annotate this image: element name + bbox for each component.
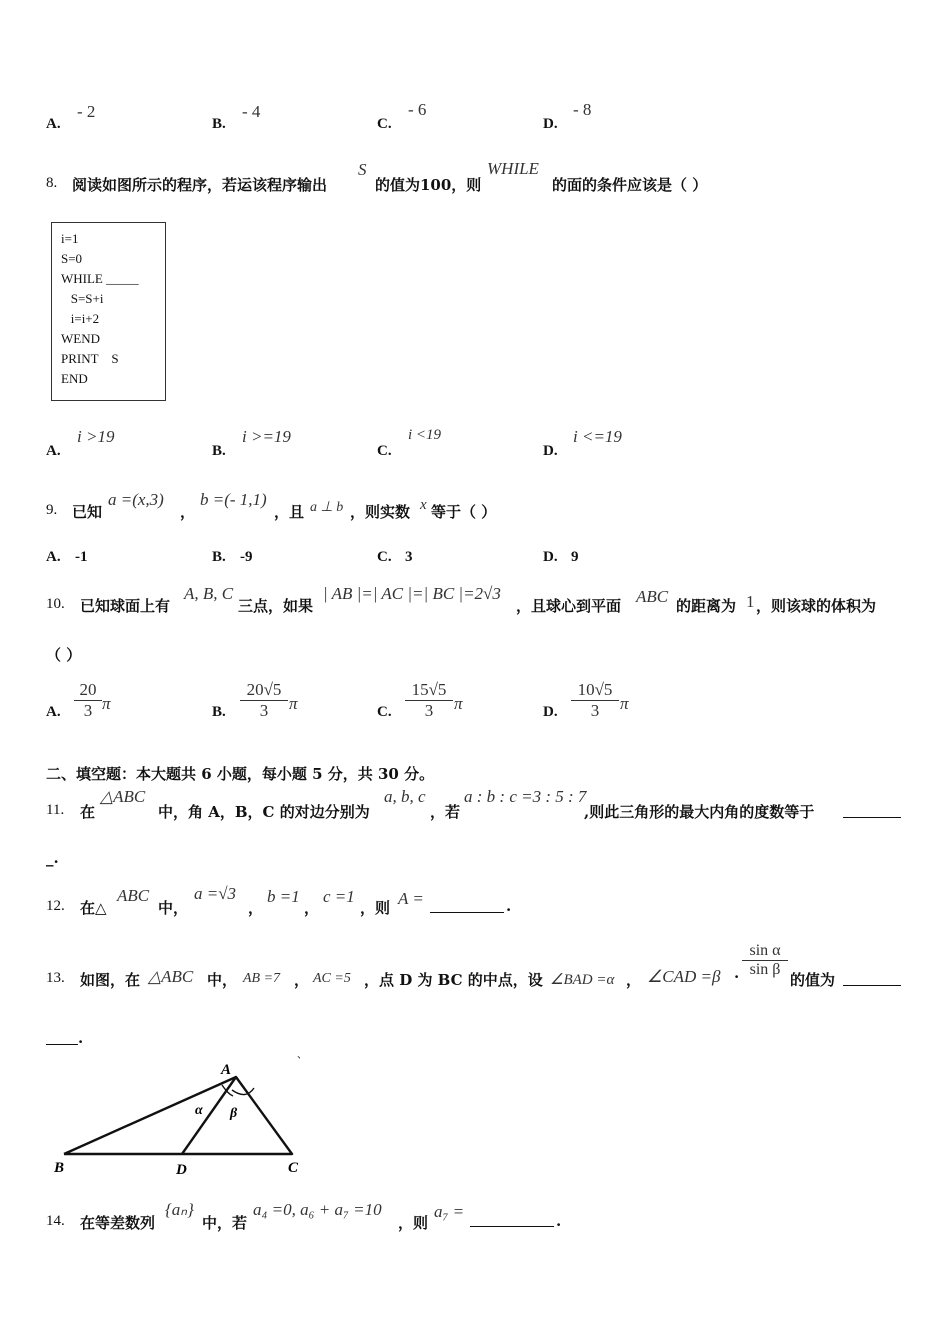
- q7-option-a-label: A.: [46, 116, 61, 132]
- q10-option-b-label: B.: [212, 704, 226, 720]
- q10-option-d-label: D.: [543, 704, 558, 720]
- q10-option-b-numerator: 20√5: [246, 680, 282, 699]
- q13-sine-numerator: sin α: [749, 942, 781, 959]
- q9-text-3: ，则实数: [350, 503, 411, 521]
- q10-option-d-fraction: [571, 680, 619, 721]
- q10-option-c-numerator: 15√5: [411, 680, 447, 699]
- beta-label: β: [230, 1106, 238, 1121]
- q13-triangle: △ABC: [148, 967, 194, 986]
- q12-triangle: ABC: [117, 886, 150, 905]
- q9-vector-b: b =(- 1,1): [200, 490, 267, 509]
- q9-option-c-value: 3: [405, 549, 413, 565]
- q11-answer-blank[interactable]: [843, 803, 901, 818]
- code-line: S=0: [61, 251, 83, 266]
- q10-option-a-denominator: 3: [74, 700, 102, 721]
- q9-option-b-label: B.: [212, 549, 226, 565]
- code-line: S=S+i: [61, 291, 104, 306]
- q7-option-c-value: - 6: [408, 100, 427, 119]
- q8-var-while: WHILE: [487, 159, 539, 178]
- q14-answer-blank[interactable]: [470, 1212, 554, 1227]
- q7-option-d-value: - 8: [573, 100, 592, 119]
- q7-option-b-label: B.: [212, 116, 226, 132]
- q8-option-b-label: B.: [212, 443, 226, 459]
- q10-text-5: ，则该球的体积为: [756, 597, 877, 615]
- q12-side-a: a =√3: [194, 884, 237, 903]
- q10-option-a-label: A.: [46, 704, 61, 720]
- q14-condition: a₄ =0, a₆ + a₇ =10: [253, 1200, 382, 1219]
- q9-comma: ，: [180, 503, 196, 521]
- q8-option-b-value: i >=19: [242, 427, 291, 446]
- q11-text-3: ，若: [430, 803, 461, 821]
- q7-option-a-value: - 2: [77, 102, 96, 121]
- q11-triangle: △ABC: [100, 787, 146, 806]
- q10-text-2: 三点，如果: [238, 597, 314, 615]
- q9-option-a-label: A.: [46, 549, 61, 565]
- q11-text-4: ,则此三角形的最大内角的度数等于: [584, 803, 815, 821]
- q13-answer-blank[interactable]: [843, 971, 901, 986]
- q10-option-d-pi: π: [620, 694, 629, 713]
- q14-sequence: {aₙ}: [165, 1200, 194, 1219]
- q9-vector-a: a =(x,3): [108, 490, 164, 509]
- q8-option-d-label: D.: [543, 443, 558, 459]
- q7-option-d-label: D.: [543, 116, 558, 132]
- q10-plane: ABC: [636, 587, 669, 606]
- q10-distance: 1: [746, 592, 755, 611]
- vertex-c-label: C: [288, 1160, 299, 1176]
- q8-option-c-value: i <19: [408, 427, 442, 443]
- figure-mark: 、: [297, 1050, 307, 1061]
- code-line: PRINT S: [61, 351, 119, 366]
- q12-answer-prefix: A =: [398, 889, 424, 908]
- q8-var-s: S: [358, 160, 367, 179]
- q8-option-a-label: A.: [46, 443, 61, 459]
- q8-text-2: 的值为100，则: [375, 176, 482, 194]
- code-line: i=1: [61, 231, 79, 246]
- triangle-abc: [64, 1077, 292, 1154]
- q8-option-d-value: i <=19: [573, 427, 622, 446]
- vertex-a-label: A: [221, 1062, 232, 1078]
- q13-text-4: 的值为: [790, 971, 836, 989]
- q7-option-b-value: - 4: [242, 102, 261, 121]
- q13-angle-bad: ∠BAD =α: [550, 972, 615, 988]
- q9-number: 9.: [46, 502, 58, 518]
- q12-comma-2: ，: [304, 899, 320, 917]
- code-line: END: [61, 371, 88, 386]
- q11-number: 11.: [46, 802, 65, 818]
- q10-option-a-pi: π: [102, 694, 111, 713]
- q14-end: .: [556, 1212, 562, 1230]
- q10-option-b-fraction: [240, 680, 288, 721]
- q10-option-c-pi: π: [454, 694, 463, 713]
- q13-comma-2: ，: [626, 971, 642, 989]
- q10-number: 10.: [46, 596, 65, 612]
- q7-option-c-label: C.: [377, 116, 392, 132]
- q9-text-2: ，且: [274, 503, 305, 521]
- q14-text-2: 中，若: [202, 1214, 248, 1232]
- q13-angle-cad: ∠CAD =β: [647, 967, 721, 986]
- q10-option-a-numerator: 20: [79, 680, 97, 699]
- q12-text-1: 在△: [80, 899, 107, 917]
- q13-text-2: 中，: [207, 971, 238, 989]
- point-d-label: D: [176, 1162, 187, 1178]
- q13-text-1: 如图，在: [80, 971, 141, 989]
- q8-number: 8.: [46, 175, 58, 191]
- angle-beta-arc: [232, 1088, 254, 1095]
- q10-option-c-label: C.: [377, 704, 392, 720]
- q10-option-b-pi: π: [289, 694, 298, 713]
- q13-comma-1: ，: [294, 971, 310, 989]
- section-2-heading: 二、填空题：本大题共 6 小题，每小题 5 分，共 30 分。: [46, 765, 435, 783]
- q10-option-d-denominator: 3: [571, 700, 619, 721]
- q10-option-c-denominator: 3: [405, 700, 453, 721]
- q9-option-a-value: -1: [75, 549, 88, 565]
- q11-sides: a, b, c: [384, 787, 426, 806]
- q9-text-4: 等于（ ）: [431, 503, 497, 521]
- q13-ac: AC =5: [313, 971, 351, 986]
- q13-answer-blank-cont[interactable]: [46, 1030, 78, 1045]
- q12-text-3: ，则: [360, 899, 391, 917]
- q10-option-b-denominator: 3: [240, 700, 288, 721]
- q13-dot: ·: [734, 968, 740, 986]
- q10-text-1: 已知球面上有: [80, 597, 171, 615]
- q9-option-d-label: D.: [543, 549, 558, 565]
- q12-text-2: 中，: [158, 899, 189, 917]
- q11-ratio: a : b : c =3 : 5 : 7: [464, 787, 587, 806]
- q14-text-3: ，则: [398, 1214, 429, 1232]
- q12-side-b: b =1: [267, 887, 300, 906]
- code-line: WEND: [61, 331, 100, 346]
- q10-text-4: 的距离为: [676, 597, 737, 615]
- q8-option-c-label: C.: [377, 443, 392, 459]
- q13-sine-denominator: sin β: [742, 960, 788, 979]
- q9-text-1: 已知: [72, 503, 103, 521]
- q10-points: A, B, C: [184, 584, 234, 603]
- q12-comma-1: ，: [248, 899, 264, 917]
- q13-tail: .: [78, 1029, 84, 1047]
- q10-condition: | AB |=| AC |=| BC |=2√3: [323, 584, 501, 603]
- program-code-box: [51, 222, 166, 401]
- q9-perp: a ⊥ b: [310, 500, 344, 515]
- q13-text-3: ，点 D 为 BC 的中点，设: [364, 971, 543, 989]
- q11-text-2: 中，角 A，B，C 的对边分别为: [158, 803, 370, 821]
- q14-answer-prefix: a₇ =: [434, 1202, 465, 1221]
- q11-tail: _.: [46, 849, 59, 867]
- q14-text-1: 在等差数列: [80, 1214, 156, 1232]
- q10-text-3: ，且球心到平面: [516, 597, 622, 615]
- q9-option-c-label: C.: [377, 549, 392, 565]
- q12-end: .: [506, 897, 512, 915]
- q8-text-3: 的面的条件应该是（ ）: [552, 176, 708, 194]
- q10-option-a-fraction: [74, 680, 102, 721]
- alpha-label: α: [195, 1103, 203, 1118]
- q10-option-d-numerator: 10√5: [577, 680, 613, 699]
- q13-triangle-figure: [50, 1050, 310, 1180]
- q13-number: 13.: [46, 970, 65, 986]
- code-line: i=i+2: [61, 311, 100, 326]
- q12-answer-blank[interactable]: [430, 898, 504, 913]
- q8-text-1: 阅读如图所示的程序，若运该程序输出: [72, 176, 328, 194]
- q8-option-a-value: i >19: [77, 427, 115, 446]
- q14-number: 14.: [46, 1213, 65, 1229]
- code-line: WHILE _____: [61, 271, 139, 286]
- vertex-b-label: B: [54, 1160, 65, 1176]
- q12-side-c: c =1: [323, 887, 355, 906]
- q13-ab: AB =7: [243, 971, 281, 986]
- q9-option-d-value: 9: [571, 549, 579, 565]
- q10-option-c-fraction: [405, 680, 453, 721]
- q10-paren: （ ）: [46, 646, 82, 664]
- q9-var-x: x: [420, 497, 427, 513]
- q12-number: 12.: [46, 898, 65, 914]
- q9-option-b-value: -9: [240, 549, 253, 565]
- q13-sine-fraction: [742, 942, 788, 979]
- q11-text-1: 在: [80, 803, 96, 821]
